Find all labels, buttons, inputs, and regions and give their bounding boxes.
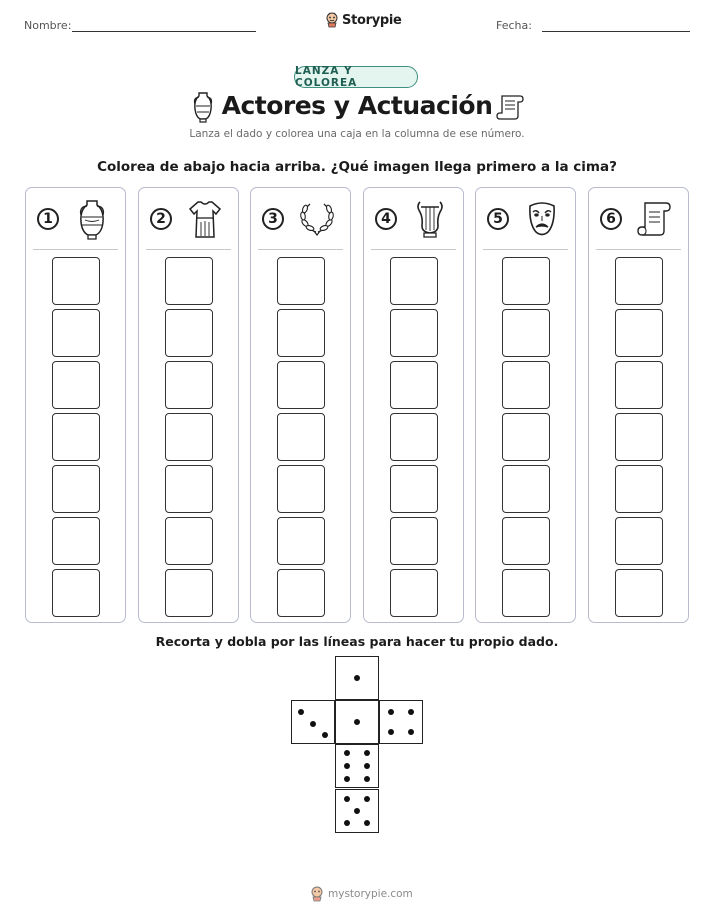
instruction-text: Colorea de abajo hacia arriba. ¿Qué imagen llega primero a la cima? [97,159,617,175]
column-number: 4 [375,208,397,230]
date-line[interactable] [542,31,690,32]
color-box[interactable] [615,569,663,617]
color-box[interactable] [502,465,550,513]
die-face-1 [335,700,379,744]
die-pip [408,709,414,715]
die-pip [322,732,328,738]
die-pip [344,763,350,769]
name-label: Nombre: [24,19,72,32]
die-face-5 [335,789,379,833]
color-box[interactable] [165,309,213,357]
column-number: 2 [150,208,172,230]
die-pip [344,796,350,802]
date-label: Fecha: [496,19,532,32]
color-box[interactable] [277,465,325,513]
color-box[interactable] [502,361,550,409]
color-box[interactable] [502,413,550,461]
color-box[interactable] [615,257,663,305]
column-number: 3 [262,208,284,230]
lyre-icon [412,198,448,240]
die-pip [310,721,316,727]
die-pip [364,750,370,756]
color-box[interactable] [52,309,100,357]
column-1 [25,187,126,623]
footer [310,886,413,902]
pie-mascot-icon [325,12,339,28]
color-box[interactable] [502,257,550,305]
die-face-6 [335,744,379,788]
color-box[interactable] [52,413,100,461]
color-box[interactable] [502,517,550,565]
color-box[interactable] [390,569,438,617]
color-box[interactable] [615,465,663,513]
tunic-icon [187,198,223,240]
color-box[interactable] [165,569,213,617]
color-box[interactable] [277,569,325,617]
column-number: 6 [600,208,622,230]
column-3 [250,187,351,623]
color-box[interactable] [52,257,100,305]
page-title: Actores y Actuación [221,91,493,120]
scroll-icon [637,198,673,240]
die-pip [388,709,394,715]
die-pip [364,763,370,769]
die-pip [344,750,350,756]
color-box[interactable] [165,465,213,513]
subtitle: Lanza el dado y colorea una caja en la columna de ese número. [189,128,525,140]
die-face-4 [379,700,423,744]
color-box[interactable] [52,517,100,565]
storypie-logo [325,12,402,28]
column-divider [33,249,118,250]
footer-url[interactable]: mystorypie.com [328,888,413,900]
color-box[interactable] [52,465,100,513]
die-pip [408,729,414,735]
color-box[interactable] [615,309,663,357]
column-4 [363,187,464,623]
color-box[interactable] [277,257,325,305]
color-box[interactable] [390,257,438,305]
die-pip [364,796,370,802]
amphora-icon [74,198,110,240]
color-box[interactable] [502,569,550,617]
laurel-wreath-icon [299,198,335,240]
color-box[interactable] [165,257,213,305]
color-box[interactable] [615,517,663,565]
die-pip [344,776,350,782]
color-box[interactable] [165,361,213,409]
color-box[interactable] [615,361,663,409]
color-box[interactable] [390,309,438,357]
die-pip [388,729,394,735]
die-pip [364,820,370,826]
color-box[interactable] [390,465,438,513]
die-pip [364,776,370,782]
die-pip [298,709,304,715]
color-box[interactable] [165,413,213,461]
scroll-title-icon [496,92,526,122]
cut-instruction: Recorta y dobla por las líneas para hacer tu propio dado. [155,634,559,649]
column-divider [596,249,681,250]
column-divider [258,249,343,250]
column-5 [475,187,576,623]
column-divider [483,249,568,250]
color-box[interactable] [277,517,325,565]
color-box[interactable] [277,309,325,357]
color-box[interactable] [52,569,100,617]
die-pip [344,820,350,826]
color-box[interactable] [390,361,438,409]
logo-text: Storypie [342,12,402,28]
die-pip [354,675,360,681]
die-face-3 [291,700,335,744]
column-6 [588,187,689,623]
color-box[interactable] [390,517,438,565]
theater-mask-icon [524,198,560,240]
column-number: 5 [487,208,509,230]
name-line[interactable] [72,31,256,32]
color-box[interactable] [615,413,663,461]
color-box[interactable] [390,413,438,461]
column-divider [371,249,456,250]
column-2 [138,187,239,623]
color-box[interactable] [52,361,100,409]
color-box[interactable] [502,309,550,357]
die-pip [354,719,360,725]
activity-badge: LANZA Y COLOREA [294,66,418,88]
column-divider [146,249,231,250]
color-box[interactable] [277,361,325,409]
die-face-1 [335,656,379,700]
die-pip [354,808,360,814]
color-box[interactable] [277,413,325,461]
pie-mascot-icon [310,886,324,902]
color-box[interactable] [165,517,213,565]
column-number: 1 [37,208,59,230]
